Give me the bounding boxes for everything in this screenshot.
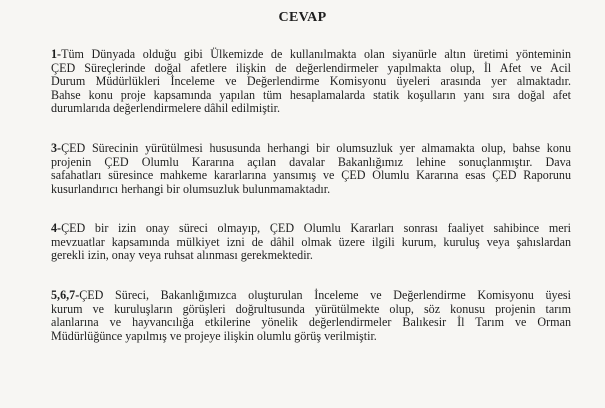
answer-paragraph-5-6-7 bbox=[51, 289, 571, 343]
paragraph-line bbox=[51, 48, 571, 62]
paragraph-number: 4- bbox=[51, 221, 62, 235]
paragraph-line: kusurlandırıcı herhangi bir olumsuzluk bulunmamaktadır. bbox=[51, 181, 331, 196]
paragraph-line bbox=[51, 222, 571, 236]
paragraph-line: durumlarıda değerlendirmelere dâhil edilmiştir. bbox=[51, 101, 281, 116]
paragraph-number: 5,6,7- bbox=[51, 288, 80, 302]
paragraph-line: alanlarına ve hayvancılığa etkilerine yönelik değerlendirmeler Balıkesir İl Tarım ve Orman bbox=[51, 315, 571, 330]
paragraph-number: 1- bbox=[51, 47, 62, 61]
paragraph-text: ÇED Sürecinin yürütülmesi hususunda herhangi bir olumsuzluk yer almamakta olup, bahse konu bbox=[61, 141, 571, 155]
paragraph-text: Tüm Dünyada olduğu gibi Ülkemizde de kullanılmakta olan siyanürle altın üretimi yönteminin bbox=[61, 47, 571, 61]
paragraph-line: Müdürlüğünce yapılmış ve projeye ilişkin olumlu görüş verilmiştir. bbox=[51, 328, 377, 343]
answer-paragraph-4 bbox=[51, 222, 571, 263]
page-title: CEVAP bbox=[278, 10, 327, 25]
paragraph-line bbox=[51, 142, 571, 156]
paragraph-line: gerekli izin, onay veya ruhsat alınması gerekmektedir. bbox=[51, 248, 313, 263]
paragraph-line: Bahse konu proje kapsamında yapılan tüm hesaplamalarda statik koşulların yanı sıra doğal afet bbox=[51, 87, 571, 102]
paragraph-text: ÇED Süreci, Bakanlığımızca oluşturulan İnceleme ve Değerlendirme Komisyonu üyesi bbox=[79, 288, 571, 302]
answer-paragraph-3 bbox=[51, 142, 571, 196]
paragraph-line: mevzuatlar kapsamında mülkiyet izni de dâhil olmak üzere ilgili kurum, kuruluş veya şahıslardan bbox=[51, 234, 571, 249]
paragraph-line: ÇED Süreçlerinde doğal afetlere ilişkin de değerlendirmeler yapılmakta olup, İl Afet ve Acil bbox=[51, 60, 571, 75]
paragraph-number: 3- bbox=[51, 141, 62, 155]
answer-paragraph-1 bbox=[51, 48, 571, 116]
paragraph-text: ÇED bir izin onay süreci olmayıp, ÇED Olumlu Kararları sonrası faaliyet sahibince meri bbox=[61, 221, 571, 235]
paragraph-line: safahatları süresince mahkeme kararlarına yansımış ve ÇED Olumlu Kararına esas ÇED Raporunu bbox=[51, 168, 571, 183]
paragraph-line: projenin ÇED Olumlu Kararına açılan davalar Bakanlığımız lehine sonuçlanmıştır. Dava bbox=[51, 154, 571, 169]
paragraph-line: Durum Müdürlükleri İnceleme ve Değerlendirme Komisyonu üyeleri arasında yer almaktadır. bbox=[51, 74, 571, 89]
paragraph-line: kurum ve kuruluşların görüşleri doğrultusunda yürütülmekte olup, söz konusu projenin tarım bbox=[51, 301, 571, 316]
paragraph-line bbox=[51, 289, 571, 303]
